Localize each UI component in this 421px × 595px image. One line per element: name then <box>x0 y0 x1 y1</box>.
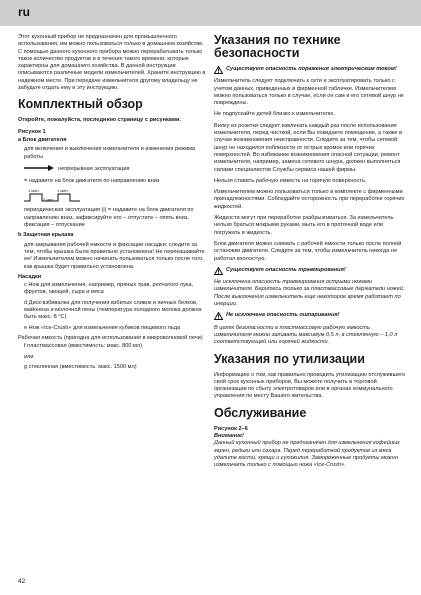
scald-warning-text: В целях безопасности в пластмассовую рабочую емкость измельчителя можно заливать максимум 0,5 л, в стеклянную – 1,0 л соответствующей или горячей жидкости. <box>214 324 398 346</box>
or-text: или <box>24 353 34 360</box>
injury-warning <box>214 267 406 278</box>
warning-triangle-icon <box>214 312 223 323</box>
page-number: 42 <box>18 578 26 585</box>
disposal-heading: Указания по утилизации <box>214 351 365 366</box>
figure-1-label: Рисунок 1 <box>18 128 46 135</box>
warning-triangle-icon <box>214 66 223 77</box>
pulse-diagram <box>18 188 208 204</box>
warning-triangle-icon <box>214 267 223 278</box>
ice-crush-item: е Нож «Ice-Crush» для измельчения кубиков пищевого льда <box>24 324 181 331</box>
pulse-off-label: 3 мин. <box>43 197 55 203</box>
service-text: Данный кухонный прибор не предназначен для измельчения кофейных зерен, редьки или сахара. Перед переработкой продуктов из мяса удалите кости, хрящи и сухожилия. Замороженные продукты можно измельчать только с помощью ножа «Ice-Crush». <box>214 440 400 469</box>
service-heading: Обслуживание <box>214 405 307 420</box>
left-column <box>18 34 208 374</box>
continuous-label: непрерывная эксплуатация <box>58 165 130 172</box>
pulse-on-label: 1 мин. <box>28 188 40 194</box>
bowl-heading <box>18 335 208 342</box>
scald-warning-title: Не исключена опасность ошпаривания! <box>226 312 340 319</box>
injury-warning-text: Не исключена опасность травмирования острыми ножами измельчителя. Беритесь только за пластмассовые держатели ножей. После выключения измельчитель еще некоторое время работает по инерции. <box>214 279 405 308</box>
glass-bowl-item: g стеклянная (вместимость: макс. 1500 мл) <box>24 363 137 370</box>
pulse-timing-icon <box>24 188 80 204</box>
safety-p5: Измельчителем можно пользоваться только в комплекте с фирменными принадлежностями. Соблюдайте осторожность при переработке горячих жидкостей. <box>214 189 405 210</box>
pulse-mode-desc: периодическая эксплуатация (i) = надавите на блок двигателя по направлению вниз, зафиксируйте его – отпустите – опять вниз, фиксация – отпускание <box>24 207 194 229</box>
injury-warning-title: Существует опасность травмирования! <box>226 266 346 273</box>
electric-warning-title: Существует опасность поражения электрическим током! <box>226 66 397 72</box>
motor-block-title: а Блок двигателя <box>18 136 67 143</box>
disposal-text: Информацию о том, как правильно проводить утилизацию отслужившего свой срок кухонных приборов, Вы можете получить в торговой организации по сбыту электротоваров или в органах коммунального управления по месту Вашего жительства. <box>214 371 406 400</box>
safety-p2: Не подпускайте детей близко к измельчителю. <box>214 111 335 118</box>
safety-p6: Жидкости могут при переработке разбрызгиваться. За измельчитель нельзя браться мокрыми руками, мыть его в проточной воде или погружать в жидкость. <box>214 215 394 236</box>
lid-desc: для закрывания рабочей емкости и фиксации насадки; следите за тем, чтобы крышка была правильно установлена! Не перекашивайте ее! Измельчителем можно начинать пользоваться только после того, как крышка будет правильно установлена. <box>24 241 205 270</box>
language-bar <box>0 0 421 26</box>
continuous-mode <box>18 164 208 175</box>
intro-paragraph: Этот кухонный прибор не предназначен для промышленного использования, им можно пользоваться только в домашнем хозяйстве. С помощью данного кухонного прибора можно перерабатывать только такое количество продуктов и в течение такого времени, которые характерны для домашнего хозяйства. В данной инструкции описываются различные модели измельчителей. Храните инструкцию в надежном месте. При передаче измельчителя другому владельцу не забудьте отдать ему и эту инструкцию. <box>18 34 206 92</box>
safety-p7: Блок двигателя можно снимать с рабочей емкости только после полной остановки двигателя. Следите за тем, чтобы измельчитель никогда не работал вхолостую. <box>214 240 402 262</box>
motor-block-desc: для включения и выключения измельчителя и изменения режима работы <box>24 146 195 160</box>
safety-p3: Вилку из розетки следует извлекать каждый раз после использования измельчителя, перед чисткой, если Вы покидаете помещение, а также в случае возникновения неисправности. Следите за тем, чтобы сетевой шнур не находился поблизости от острых кромок или горячих поверхностей. Во избежание возникновения опасной ситуации, ремонт измельчителя, например, замена сетевого шнура, должен выполняться силами специалистов Службы сервиса нашей фирмы. <box>214 122 403 173</box>
scald-warning <box>214 312 406 323</box>
safety-heading: Указания по технике безопасности <box>214 33 341 60</box>
nozzles-heading: Насадки <box>18 273 42 280</box>
electric-warning <box>214 66 406 77</box>
figure-2-6-label: Рисунок 2–6 <box>214 425 248 432</box>
attention-label: Внимание! <box>214 432 244 439</box>
pulse-on-label-2: 1 мин. <box>57 188 69 194</box>
lid-title: b Защитная крышка <box>18 232 74 239</box>
safety-p4: Нельзя ставить рабочую емкость на горячую поверхность. <box>214 177 367 184</box>
whisk-item: d Диск-взбивалка для получения взбитых сливок и яичных белков, майонеза и молочной пены (температура холодного молока должна быть макс. 8 °С) <box>24 299 202 321</box>
overview-heading: Комплектный обзор <box>18 97 143 112</box>
language-code: ru <box>18 5 30 19</box>
bowl-text: Рабочая емкость (пригодна для использования в микроволновой печи) <box>18 334 203 341</box>
open-pictures-note: Откройте, пожалуйста, последнюю страницу с рисунками. <box>18 117 182 124</box>
safety-p1: Измельчитель следует подключать к сети и эксплуатировать только с учетом данных, приведенных в фирменной табличке. Измельчителем можно пользоваться только в случае, если он сам и его сетевой шнур не повреждены. <box>214 78 404 107</box>
press-down-note: = надавите на блок двигателя по направлению вниз <box>24 178 160 185</box>
right-column <box>214 34 406 473</box>
continuous-arrow-icon <box>24 164 54 175</box>
knife-item: с Нож для измельчения, например, пряных трав, репчатого лука, фруктов, овощей, сыра и мяса <box>24 282 194 296</box>
plastic-bowl-item: f пластмассовая (вместимость: макс. 800 мл) <box>24 343 142 350</box>
